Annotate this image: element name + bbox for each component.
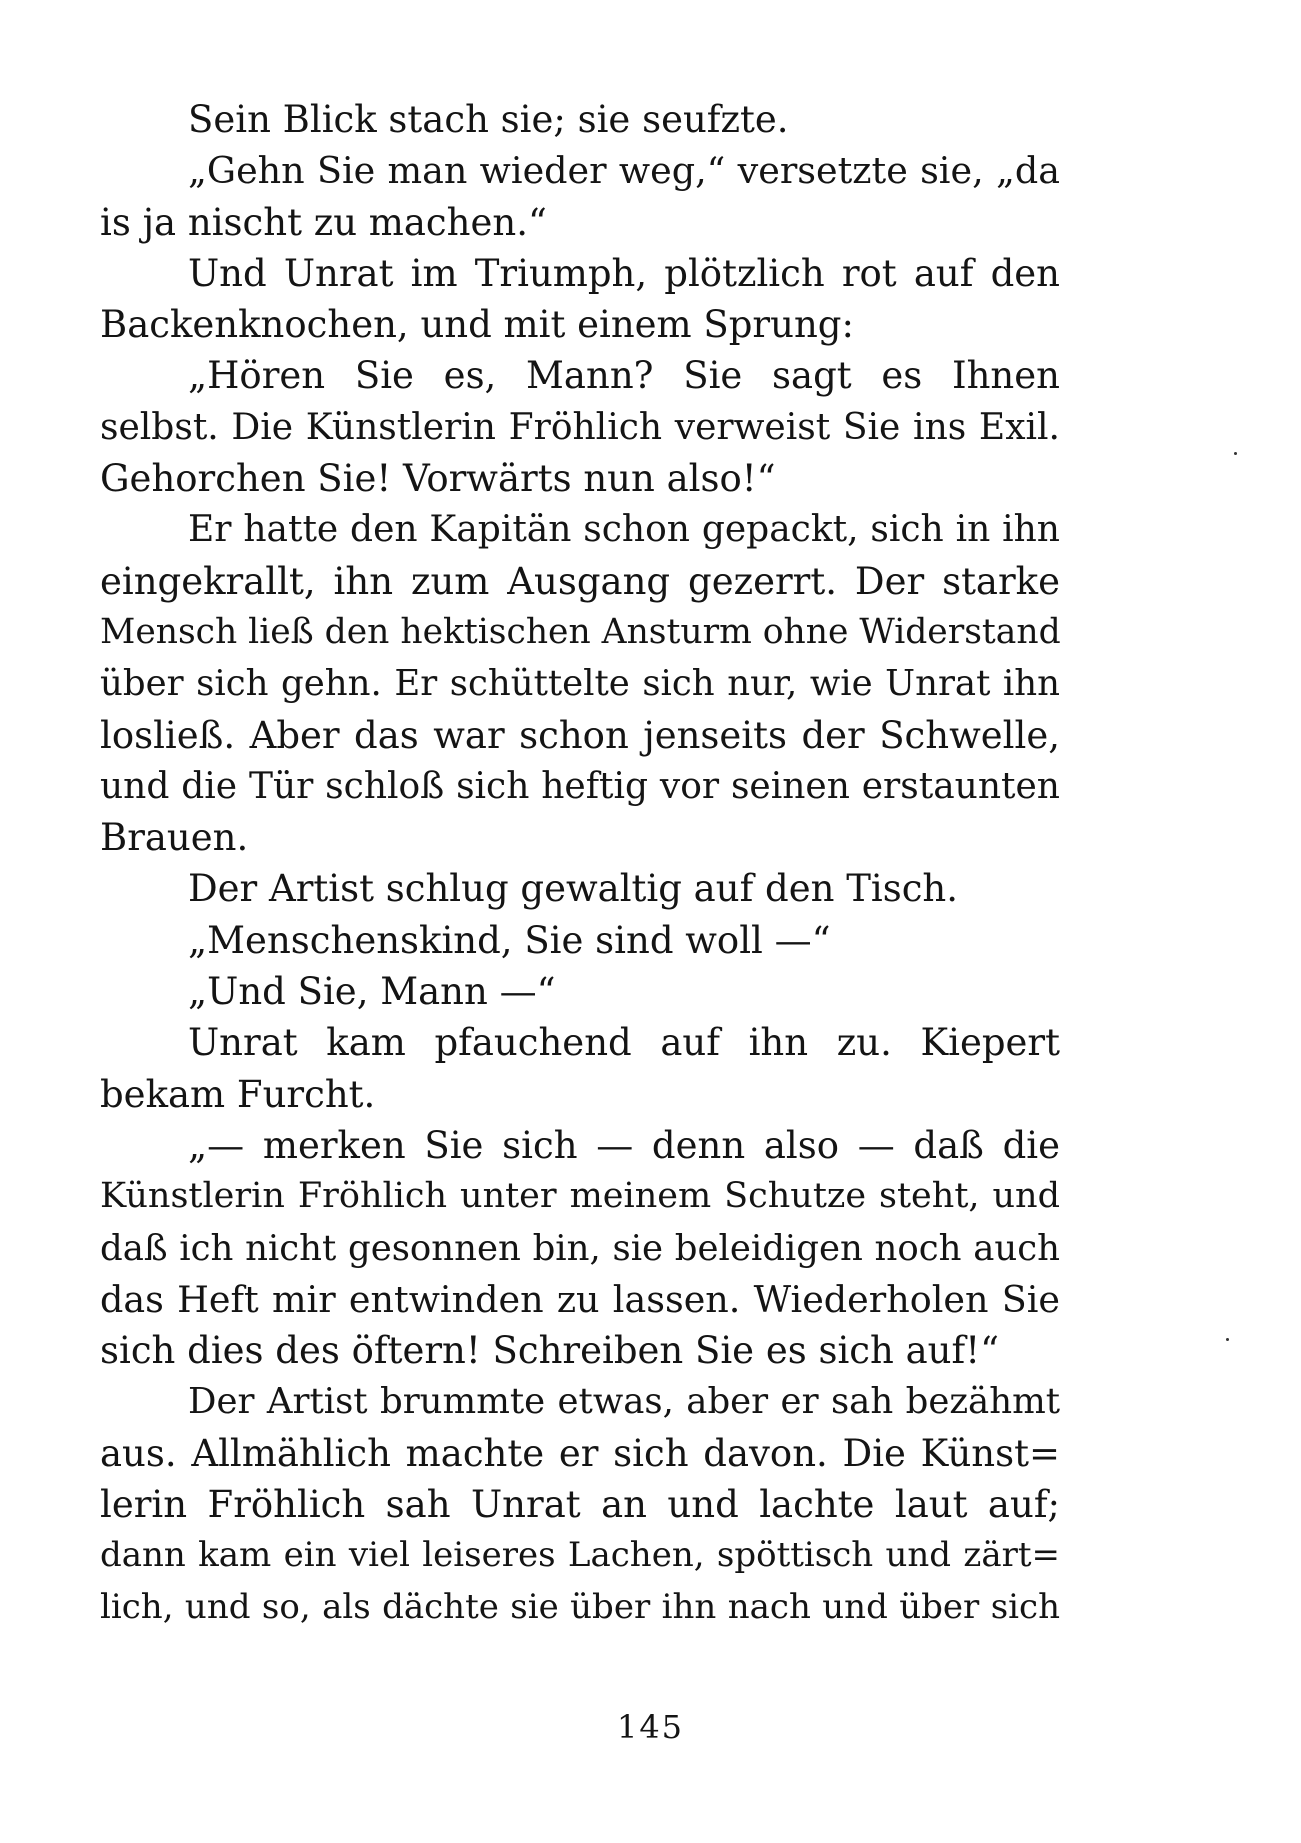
text-line: selbst. Die Künstlerin Fröhlich verweist Sie ins Exil. (100, 406, 1060, 448)
text-line: sich dies des öftern! Schreiben Sie es sich auf!“ (100, 1329, 999, 1373)
text-line: Gehorchen Sie! Vorwärts nun also!“ (100, 457, 776, 501)
text-line: is ja nischt zu machen.“ (100, 200, 547, 244)
text-line: „Menschenskind, Sie sind woll —“ (188, 918, 831, 962)
text-line: bekam Furcht. (100, 1072, 376, 1116)
text-line: Und Unrat im Triumph, plötzlich rot auf den (188, 251, 1060, 295)
scan-speck (1226, 1338, 1229, 1341)
text-line: Der Artist schlug gewaltig auf den Tisch. (188, 867, 959, 911)
text-line: „Hören Sie es, Mann? Sie sagt es Ihnen (188, 354, 1060, 398)
text-line: und die Tür schloß sich heftig vor seinen erstaunten (100, 765, 1060, 807)
text-line: dann kam ein viel leiseres Lachen, spöttisch und zärt= (100, 1535, 1060, 1576)
text-line: Er hatte den Kapitän schon gepackt, sich in ihn (188, 509, 1060, 551)
page-number: 145 (616, 1708, 685, 1746)
text-line: Der Artist brummte etwas, aber er sah bezähmt (188, 1381, 1060, 1423)
text-line: „Gehn Sie man wieder weg,“ versetzte sie, „da (188, 149, 1060, 193)
text-line: lerin Fröhlich sah Unrat an und lachte laut auf; (100, 1483, 1060, 1527)
text-line: eingekrallt, ihn zum Ausgang gezerrt. Der starke (100, 559, 1060, 603)
text-line: Unrat kam pfauchend auf ihn zu. Kiepert (188, 1021, 1060, 1065)
body-text (100, 94, 1060, 1633)
text-line: losließ. Aber das war schon jenseits der Schwelle, (100, 713, 1060, 757)
text-line: Mensch ließ den hektischen Ansturm ohne Widerstand (100, 611, 1061, 652)
text-line: lich, und so, als dächte sie über ihn nach und über sich (100, 1586, 1060, 1627)
text-line: Backenknochen, und mit einem Sprung: (100, 303, 854, 347)
text-line: das Heft mir entwinden zu lassen. Wiederholen Sie (100, 1277, 1060, 1321)
text-line: Sein Blick stach sie; sie seufzte. (188, 98, 789, 141)
scan-speck (1234, 452, 1237, 455)
text-line: daß ich nicht gesonnen bin, sie beleidigen noch auch (100, 1227, 1060, 1269)
text-line: „Und Sie, Mann —“ (188, 970, 556, 1014)
text-line: über sich gehn. Er schüttelte sich nur, wie Unrat ihn (100, 663, 1060, 705)
text-line: aus. Allmählich machte er sich davon. Die Künst= (100, 1431, 1060, 1475)
text-line: Künstlerin Fröhlich unter meinem Schutze steht, und (100, 1176, 1060, 1217)
text-line: „— merken Sie sich — denn also — daß die (188, 1123, 1060, 1167)
text-line: Brauen. (100, 816, 249, 860)
